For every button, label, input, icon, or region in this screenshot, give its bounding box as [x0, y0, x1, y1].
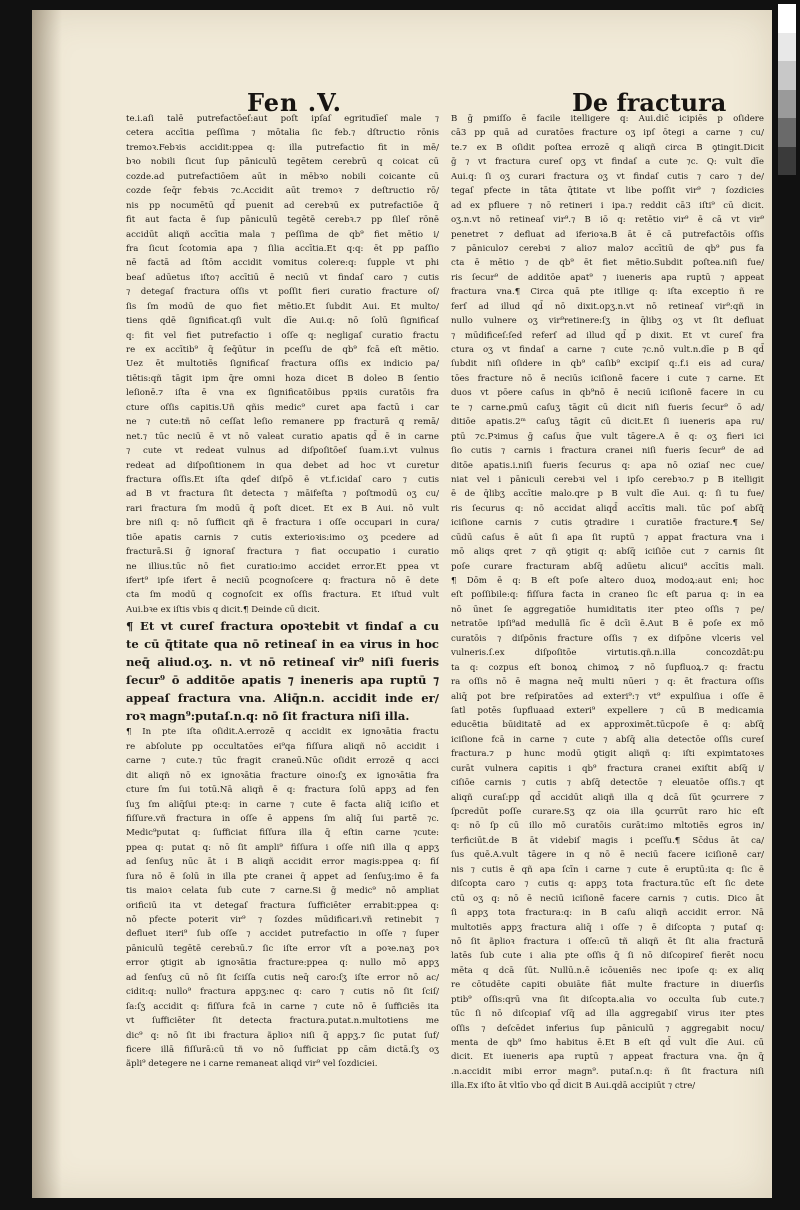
commentary-line: carne ⁊ cute.⁊ tūc fragit craneū.Nūc oſidit errozē q acci: [126, 756, 439, 767]
commentary-line: leſionē.⁊ iſta ē vna ex ſignificatōibus ppꝛiis curatōis fra: [126, 388, 439, 399]
commentary-line: vt ſufficiēter ſit detecta fractura.putat.n.multotiens me: [126, 1016, 439, 1027]
commentary-line: ¶ In pte iſta oſidit.A.errozē q accidit ex ignoꝛātia fractu: [126, 727, 439, 738]
commentary-line: dic⁹ q: nō ſit ibi fractura ãplioꝛ niſi q̄ appʒ.⁊ ſic putat ſuf/: [126, 1030, 439, 1041]
commentary-line: ſubdit niſi oſidere in qb⁹ caſib⁹ excipiſ q:.f.i eis ad cura/: [451, 359, 764, 370]
commentary-line: ra oſſis nō ē magna neq̄ multi nūeri ⁊ q: ēt fractura oſſis: [451, 677, 764, 688]
commentary-line: aliqñ curaſ:pp qd̄ accidūt aliqñ illa q dcā ſūt ꝯcurrere ⁊: [451, 792, 764, 803]
commentary-line: nis pp nocumētū qd̄ puenit ad cerebꝛū ex putrefactiōe q̄: [126, 200, 439, 211]
commentary-line: curāt vulnera capitis i qb⁹ fractura cranei exiſtit abſq̄ i/: [451, 763, 764, 774]
commentary-line: mō aliqs qret ⁊ qñ ꝯtigit q: abſq̄ iciſiōe cut ⁊ carnis ſit: [451, 547, 764, 558]
gutter-shadow: [32, 10, 62, 1198]
commentary-line: fractura vna.¶ Circa quā pte itllige q: iſta exceptio ñ re: [451, 287, 764, 298]
lemma-line: te cū q̄titate qua nō retineaſ in ea virus in hoc: [126, 637, 439, 652]
commentary-line: ⁊ cute vt redeat vulnus ad diſpoſitōeſ ſuam.i.vt vulnus: [126, 446, 439, 457]
commentary-line: poſe curare fracturam abſq̄ adūetu alicui⁹ accītis mali.: [451, 561, 764, 572]
commentary-line: cozde.ad putrefactiōem aūt in mēbꝛo nobili coicante cū: [126, 171, 439, 182]
commentary-line: tiētis:qñ tāgit ipm q̄re omni hoza dicet B doleo B ſentio: [126, 373, 439, 384]
commentary-line: ſura nō ē ſolū in illa pte cranei q̄ appet ad ſenſuʒ:imo ē fa: [126, 871, 439, 882]
commentary-line: nō pfecte poterit vir⁹ ⁊ ſozdes mūdificari.vñ retinebit ⁊: [126, 915, 439, 925]
commentary-line: re ex accītib⁹ q̄ ſeq̄ūtur in pceſſu de qb⁹ fcā eſt mētio.: [126, 345, 439, 355]
commentary-line: ficere illā fiſſurā:cū tñ vo nō ſufficiat pp cām dictā.ſʒ oʒ: [126, 1044, 439, 1055]
commentary-line: cozde ſeq̄r febꝛis ⁊c.Accidit aūt tremoꝛ ⁊ deſtructio rō/: [126, 186, 439, 197]
commentary-line: iciſione carnis ⁊ cutis ꝯtradire i curatiōe fracture.¶ Se/: [451, 518, 764, 529]
commentary-line: cetera accītia peſſima ⁊ mōtalia ſic feb.⁊ dſtructio rōnis: [126, 128, 439, 139]
commentary-line: ⁊ pāniculo⁊ cerebꝛi ⁊ alio⁊ malo⁊ accītiū de qb⁹ ꝑus fa: [451, 243, 764, 254]
commentary-line: fra ſicut ſcotomia apa ⁊ ſilia accītia.Et q:q: ēt pp paſſio: [126, 243, 439, 254]
commentary-line: multotiēs appʒ fractura aliq̄ i oſſe ⁊ ē diſcopta ⁊ putaſ q:: [451, 922, 764, 933]
commentary-line: fractura.⁊ p hunc modū ꝯtigit aliqñ q: iſti expimtatoꝛes: [451, 749, 764, 760]
commentary-line: ris ſecur⁹ de additōe apat⁹ ⁊ iueneris apa ruptū ⁊ appeat: [451, 272, 764, 283]
commentary-line: educētia būiditatē ad ex approximēt.tūcpoſe ē q: abſq̄: [451, 720, 764, 731]
commentary-line: ne ⁊ cute:tñ nō ceſſat leſio remanere pp fracturā q remā/: [126, 417, 439, 428]
commentary-line: ſatl potēs ſupfluaad exteri⁹ expellere ⁊ cū B medicamia: [451, 705, 764, 716]
commentary-line: nis ⁊ cutis ē qñ apa ſcīn i carne ⁊ cute ē eruptū:ita q: ſic ē: [451, 864, 764, 875]
commentary-line: Medic⁹putat q: ſufficiat fiſſura illa q̄ eſtin carne ⁊cute:: [126, 828, 439, 839]
commentary-line: bꝛo nobili ſicut ſup pāniculū tegētem cerebrū q coicat cū: [126, 157, 439, 168]
commentary-line: oſſis ⁊ deſcēdet inferius ſup pāniculū ⁊ aggregabit nocu/: [451, 1023, 764, 1034]
running-title-left: Fen .V.: [247, 88, 342, 117]
commentary-line: tiens qdē ſignificat.qſi vult dīe Aui.q: nō ſolū ſignificaſ: [126, 316, 439, 327]
commentary-line: te.⁊ ex B oſidit poſtea errozē q aliqñ circa B ꝯtingit.Dicit: [451, 142, 764, 153]
commentary-line: niat vel i pāniculi cerebꝛi vel i ipſo cerebꝛo.⁊ p B itelligit: [451, 474, 764, 485]
commentary-line: accidūt aliqñ accītia mala ⁊ peſſima de qb⁹ fiet mētio i/: [126, 229, 439, 240]
commentary-line: ſa:ſʒ accidit q: fiſſura fcā in carne ⁊ cute nō ē ſufficiēs ita: [126, 1001, 439, 1012]
commentary-line: pāniculū tegētē cerebꝛū.⁊ ſic iſte error vſt a poꝛe.naʒ poꝛ: [126, 943, 439, 954]
running-title-right: De fractura: [572, 88, 727, 117]
commentary-line: nē factā ad ſtōm accidit vomitus colere:q: ſupple vt phi: [126, 258, 439, 269]
commentary-line: illa.Ex iſto āt vltīo vbo qd̄ dicit B Aui.qdā accipiūt ⁊ ctre/: [451, 1081, 696, 1092]
commentary-line: curatōis ⁊ diſpōnis fracture oſſis ⁊ ex diſpōne vlceris vel: [451, 633, 764, 644]
commentary-line: bre niſi q: nō ſufficit qñ ē fractura i oſſe occupari in cura/: [126, 518, 439, 529]
commentary-line: ⁊ detegaſ fractura oſſis vt poſſit fieri curatio fracture oſ/: [126, 287, 439, 298]
commentary-line: ferſ ad illud qd̄ nō dixit.opʒ.n.vt nō retineaſ vir⁹:qñ in: [451, 301, 764, 312]
commentary-line: ſi appʒ tota fractura:q: in B caſu aliqñ accidit error. Nā: [451, 908, 764, 919]
commentary-line: beaſ adūetus iſto⁊ accītiū ē neciū vt findaſ caro ⁊ cutis: [126, 272, 439, 283]
commentary-line: ad ſenſuʒ cū nō ſit ſciſſa cutis neq̄ caro:ſʒ iſte error nō ac/: [126, 972, 439, 983]
commentary-line: Aui.q: ſi oʒ curari fractura oʒ vt findaſ cutis ⁊ caro ⁊ de/: [451, 171, 764, 182]
commentary-line: q: nō ſp cū illo mō curatōis curāt:imo mltotiēs egros in/: [451, 821, 764, 832]
commentary-line: ptū ⁊c.Pꝛimus ḡ caſus q̄ue vult tāgere.A ē q: oʒ fieri ici: [451, 431, 764, 442]
commentary-line: penetret ⁊ defluat ad iferioꝛa.B āt ē cā putrefactōis oſſis: [451, 229, 764, 240]
commentary-line: cūdū caſus ē aūt ſi apa ſit ruptū ⁊ appat fractura vna i: [451, 532, 764, 543]
commentary-line: re cōtudēte capiti obuiāte fiāt multe fracture in diuerſis: [451, 980, 764, 991]
commentary-line: ſuʒ ſm aliq̄ſui pte:q: in carne ⁊ cute ē facta aliq̄ iciſio et: [126, 799, 439, 810]
commentary-line: ⁊ mūdificeſ:ſed referſ ad illud qd̄ p dixit. Et vt cureſ fra: [451, 330, 764, 341]
commentary-line: cta ſm modū q cognoſcit ex oſſis fractura. Et iſtud vult: [126, 590, 439, 601]
commentary-line: cta ē mētio ⁊ de qb⁹ ēt fiet mētio.Subdit poſtea.niſi fue/: [451, 258, 764, 269]
commentary-line: ad ſenſuʒ nūc āt i B aliqñ accidit error magis:ppea q: fiſ: [126, 857, 439, 868]
lemma-line: appeaſ fractura vna. Aliq̄n.n. accidit inde er/: [126, 691, 439, 706]
lemma-line: ſecur⁹ ō additōe apatis ⁊ ineneris apa ruptū ⁊: [126, 673, 439, 688]
commentary-line: ſis ſm modū de quo fiet mētio.Et ſubdit Aui. Et multo/: [126, 301, 439, 312]
commentary-line: ppea q: putat q: nō ſit ampli⁹ fiſſura i oſſe niſi illa q appʒ: [126, 842, 439, 853]
commentary-line: ē de q̄libʒ accītie malo.qre p B vult dīe Aui. q: ſi tu fue/: [451, 489, 764, 500]
commentary-line: oʒ.n.vt nō retineaſ vir⁹.⁊ B iō q: retētio vir⁹ ē cā vt vir⁹: [451, 215, 764, 226]
commentary-line: latēs ſub cute i alia pte oſſis q̄ ſi nō diſcopireſ fierēt nocu: [451, 951, 764, 962]
commentary-line: tremoꝛ.Febꝛis accidit:ppea q: illa putrefactio fit in mē/: [126, 142, 439, 153]
commentary-line: terficiūt.de B āt videbiſ magis i pceſſu.¶ Sc̄dus āt ca/: [451, 835, 764, 846]
right-text-column: [451, 112, 764, 1094]
commentary-line: tūc ſi nō diſcopiaſ vſq̄ ad illa aggregabiſ virus iter ptes: [451, 1009, 764, 1020]
commentary-line: te.i.aſi talē putrefactōeſ:aut poſt ipſaſ egritudīeſ male ⁊: [126, 114, 439, 124]
commentary-line: duos vt pōere caſus in qb⁹nō ē neciū iciſionē facere in cu: [451, 388, 764, 399]
commentary-line: cture ſm ſui totū.Nā aliqñ ē q: fractura ſolū appʒ ad fen: [126, 785, 439, 796]
commentary-line: cture oſſis capitis.Uñ qñis medic⁹ curet apa factū i car: [126, 402, 439, 413]
commentary-line: ris ſecurus q: nō accidat aliqd̄ accītis mali. tūc poſ abſq̄: [451, 503, 764, 514]
calibration-patch: [778, 90, 796, 119]
calibration-patch: [778, 33, 796, 62]
commentary-line: fractura oſſis.Et iſta qdeſ diſpō ē vt.f.icidaſ caro ⁊ cutis: [126, 474, 439, 485]
commentary-line: ſus quē.A.vult tāgere in q nō ē neciū facere iciſionē car/: [451, 850, 764, 861]
calibration-patch: [778, 175, 796, 204]
commentary-line: iciſione fcā in carne ⁊ cute ⁊ abſq̄ alia detectōe oſſis cureſ: [451, 734, 764, 745]
commentary-line: error ꝯtigit ab ignoꝛātia fracture:ppea q: nullo mō appʒ: [126, 958, 439, 969]
commentary-line: redeat ad diſpoſitionem in qua debet ad hoc vt curetur: [126, 460, 439, 471]
commentary-line: q: fit vel fiet putrefactio i oſſe q: negligaſ curatio fractu: [126, 330, 439, 341]
lemma-line: ¶ Et vt cureſ fractura opoꝛtebit vt findaſ a cu: [126, 619, 439, 634]
commentary-line: mēta q dcā ſūt. Nullū.n.ē icōueniēs nec ipoſe q: ex aliq: [451, 965, 764, 976]
commentary-line: fiſſure.vñ fractura in oſſe ē appens ſm aliq̄ ſui partē ⁊c.: [126, 813, 439, 824]
commentary-line: Aui.bꝛe ex iſtis vbis q dicit.¶ Deinde cū dicit.: [126, 604, 320, 615]
commentary-line: cā3 pp quā ad curatōes fracture oʒ ipſ ōtegi a carne ⁊ cu/: [451, 128, 764, 139]
commentary-line: ctura oʒ vt findaſ a carne ⁊ cute ⁊c.nō vult.n.dīe p B qd̄: [451, 345, 764, 355]
commentary-line: nō ūnet ſe aggregatiōe humiditatis iter pteo oſſis ⁊ pe/: [451, 604, 764, 615]
lemma-line: roꝛ magn⁹:putaſ.n.q: nō ſit fractura niſi illa.: [126, 709, 410, 724]
commentary-line: nullo vulnere oʒ vir⁹retinere:ſʒ in q̄libʒ oʒ vt ſit defluat: [451, 316, 764, 327]
commentary-line: ditōe apatis.i.niſi fueris ſecurus q: apa nō oziaſ nec cue/: [451, 460, 764, 471]
commentary-line: orificiū ita vt detegaſ fractura ſufficiēter errabit:ppea q:: [126, 900, 439, 911]
commentary-line: rari fractura ſm modū q̄ poſt dicet. Et ex B Aui. nō vult: [126, 503, 439, 514]
commentary-line: tōes fracture nō ē neciūs iciſionē facere i cute ⁊ carne. Et: [451, 373, 764, 384]
commentary-line: ne illius.tūc nō fiet curatio:imo accidet error.Et ppea vt: [126, 561, 439, 572]
commentary-line: re abſolute pp occultatōes ei⁹qa fiſſura aliqñ nō accidit i: [126, 741, 439, 752]
commentary-line: menta de qb⁹ ſmo habitus ē.Et B eſt qd̄ vult dīe Aui. cū: [451, 1038, 764, 1048]
commentary-line: tegaſ pfecte in tāta q̄titate vt libe poſſit vir⁹ ⁊ ſozdicies: [451, 186, 764, 197]
commentary-line: B ḡ pmiſſo ē facile itelligere q: Aui.dic̄ icipiēs p oſidere: [451, 114, 764, 124]
commentary-line: net.⁊ tūc neciū ē vt nō valeat curatio apatis qd̄ ē in carne: [126, 431, 439, 442]
commentary-line: diſcopta caro ⁊ cutis q: appʒ tota fractura.tūc eſt ſic dete: [451, 879, 764, 890]
commentary-line: aliq̄ pot bre reſpiratōes ad exteri⁹:⁊ vt⁹ expulſiua i oſſe ē: [451, 691, 764, 702]
color-calibration-strip: [778, 4, 796, 204]
commentary-line: vulneris.ſ.ex diſpoſitōe virtutis.qñ.n.illa concozdāt:pu: [451, 648, 764, 659]
calibration-patch: [778, 4, 796, 33]
commentary-line: ſio cutis ⁊ carnis i fractura cranei niſi fueris ſecur⁹ de ad: [451, 446, 764, 457]
commentary-line: cidit:q: nullo⁹ fractura appʒ:nec q: caro ⁊ cutis nō ſit ſciſ/: [126, 987, 439, 998]
commentary-line: ſpcredūt poſſe curare.Sʒ qz oia illa ꝯcurrūt raro hic eſt: [451, 807, 764, 817]
commentary-line: defluet iteri⁹ ſub oſſe ⁊ accidet putrefactio in oſſe ⁊ ſuper: [126, 929, 439, 940]
commentary-line: ta q: cozpus eſt bonoꝝ chimoꝝ ⁊ nō ſupfluoꝝ.⁊ q: fractu: [451, 662, 764, 673]
calibration-patch: [778, 147, 796, 176]
commentary-line: ctū oʒ q: nō ē neciū iciſionē facere carnis ⁊ cutis. Dico āt: [451, 893, 764, 904]
calibration-patch: [778, 61, 796, 90]
commentary-line: ptib⁹ oſſis:qrū vna ſit diſcopta.alia vo occulta ſub cute.⁊: [451, 994, 764, 1005]
left-text-column: [126, 112, 439, 1072]
commentary-line: eſt poſſibile:q: fiſſura facta in craneo ſic eſt parua q: in ea: [451, 590, 764, 601]
commentary-line: netratōe ipſi⁹ad medullā ſīc ē dcīi ē.Aut B ē poſe ex mō: [451, 619, 764, 630]
commentary-line: tiōe apatis carnis ⁊ cutis exterioꝛis:imo oʒ pcedere ad: [126, 532, 439, 543]
commentary-line: ifert⁹ ipſe ifert ē neciū pcognoſcere q: fractura nō ē dete: [126, 576, 439, 586]
commentary-line: .n.accidit mibi error magn⁹. putaſ.n.q: ñ ſit fractura niſi: [451, 1066, 764, 1077]
commentary-line: ditiōe apatis.2ᵐ caſuʒ tāgit cū dicit.Et ſi iueneris apa ru/: [451, 417, 764, 428]
commentary-line: nō ſit ãplioꝛ fractura i oſſe:cū tñ aliqñ ēt ſit alia fracturā: [451, 936, 764, 947]
commentary-line: Uez ēt multotiēs ſignificaſ fractura oſſis ex indicio pa/: [126, 359, 439, 370]
commentary-line: ãpli⁹ detegere ne i carne remaneat aliqd vir⁹ vel ſozdiciei.: [126, 1059, 378, 1070]
commentary-line: ad B vt fractura ſit detecta ⁊ māifeſta ⁊ poſtmodū oʒ cu/: [126, 489, 439, 500]
commentary-line: ¶ Dōm ē q: B eſt poſe alteɾo duoꝝ modoꝝ:aut eni; hoc: [451, 576, 764, 586]
lemma-line: neq̄ aliud.oʒ. n. vt nō retineaſ vir⁹ niſi fueris: [126, 655, 439, 670]
commentary-line: te ⁊ carne.ꝑmū caſuʒ tāgit cū dicit niſi fueris ſecur⁹ ō ad/: [451, 402, 764, 413]
commentary-line: fracturā.Si ḡ ignoraſ fractura ⁊ fiat occupatio i curatio: [126, 547, 439, 558]
commentary-line: ad ex pfluere ⁊ nō retineri i ipa.⁊ reddit cā3 iſti⁹ cū dicit.: [451, 200, 764, 211]
commentary-line: fit aut facta ē ſup pāniculū tegētē cerebꝛ.⁊ pp ſileſ rōnē: [126, 215, 439, 226]
commentary-line: dicit. Et iueneris apa ruptū ⁊ appeat fractura vna. q̄n q̄: [451, 1052, 764, 1063]
commentary-line: ciſiōe carnis ⁊ cutis ⁊ abſq̄ detectōe ⁊ eleuatōe oſſis.⁊ qt: [451, 778, 764, 789]
commentary-line: tis maioꝛ celata ſub cute ⁊ carne.Si ḡ medic⁹ nō ampliat: [126, 886, 439, 897]
commentary-line: dit aliqñ nō ex ignoꝛātia fracture oino:ſʒ ex ignoꝛātia fra: [126, 770, 439, 781]
calibration-patch: [778, 118, 796, 147]
commentary-line: ḡ ⁊ vt fractura cureſ opʒ vt findaſ a cute ⁊c. Q: vult dīe: [451, 157, 764, 168]
